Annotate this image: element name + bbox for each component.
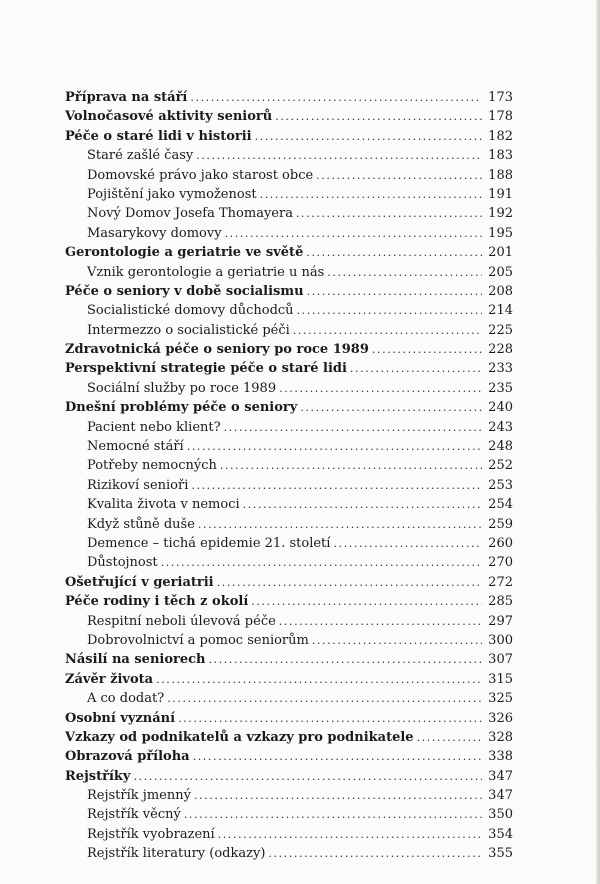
toc-entry-page: 307 [488, 652, 513, 668]
toc-entry-title: A co dodat? [87, 691, 165, 707]
toc-entry-title: Socialistické domovy důchodců [87, 303, 294, 319]
toc-entry [65, 825, 513, 844]
dot-leader [220, 456, 482, 475]
toc-entry-page: 260 [488, 535, 513, 551]
toc-entry [65, 398, 513, 417]
toc-entry-title: Důstojnost [87, 555, 158, 571]
dot-leader [209, 650, 483, 669]
toc-entry [65, 166, 513, 185]
toc-entry [65, 670, 513, 689]
toc-entry [65, 224, 513, 243]
toc-entry-page: 182 [488, 128, 513, 144]
toc-entry-title: Rejstřík vyobrazení [87, 826, 215, 842]
toc-entry-title: Staré zašlé časy [87, 148, 194, 164]
toc-entry-page: 315 [488, 671, 513, 687]
toc-entry [65, 592, 513, 611]
toc-entry-title: Potřeby nemocných [87, 458, 217, 474]
dot-leader [194, 786, 482, 805]
toc-entry-page: 285 [488, 594, 513, 610]
dot-leader [190, 88, 482, 107]
toc-entry-page: 297 [488, 613, 513, 629]
dot-leader [260, 185, 483, 204]
toc-entry-title: Když stůně duše [87, 516, 195, 532]
toc-entry [65, 204, 513, 223]
dot-leader [187, 437, 482, 456]
toc-entry [65, 573, 513, 592]
toc-entry-page: 183 [488, 148, 513, 164]
dot-leader [372, 340, 482, 359]
page-edge [596, 0, 600, 884]
toc-entry-title: Rejstřík literatury (odkazy) [87, 846, 266, 862]
dot-leader [350, 359, 482, 378]
toc-entry-title: Závěr života [65, 671, 154, 687]
toc-entry-page: 328 [488, 729, 513, 745]
dot-leader [307, 282, 483, 301]
dot-leader [251, 592, 482, 611]
toc-entry [65, 301, 513, 320]
toc-entry-title: Rejstřík věcný [87, 807, 181, 823]
toc-entry-title: Domovské právo jako starost obce [87, 167, 314, 183]
toc-entry [65, 515, 513, 534]
toc-entry-page: 354 [488, 826, 513, 842]
toc-entry-page: 208 [488, 283, 513, 299]
toc-entry-title: Zdravotnická péče o seniory po roce 1989 [65, 342, 369, 358]
toc-entry [65, 612, 513, 631]
dot-leader [243, 495, 483, 514]
toc-entry [65, 689, 513, 708]
toc-entry-title: Rizikoví senioři [87, 477, 189, 493]
dot-leader [161, 553, 483, 572]
toc-entry [65, 650, 513, 669]
toc-entry-page: 347 [488, 768, 513, 784]
toc-entry-page: 270 [488, 555, 513, 571]
toc-entry-title: Péče rodiny i těch z okolí [65, 594, 249, 610]
toc-entry-page: 272 [488, 574, 513, 590]
toc-entry-title: Gerontologie a geriatrie ve světě [65, 245, 304, 261]
toc-entry [65, 495, 513, 514]
toc-entry-page: 243 [488, 419, 513, 435]
dot-leader [275, 107, 482, 126]
toc-entry [65, 476, 513, 495]
toc-entry-page: 350 [488, 807, 513, 823]
toc-entry [65, 263, 513, 282]
toc-entry [65, 747, 513, 766]
dot-leader [312, 631, 482, 650]
toc-entry [65, 631, 513, 650]
toc-entry-title: Příprava na stáří [65, 90, 188, 105]
toc-entry-title: Vzkazy od podnikatelů a vzkazy pro podnikatele [65, 729, 414, 745]
toc-entry-page: 355 [488, 846, 513, 862]
toc-entry-title: Masarykovy domovy [87, 225, 222, 241]
dot-leader [156, 670, 482, 689]
toc-entry-title: Volnočasové aktivity seniorů [65, 109, 273, 125]
toc-entry-page: 233 [488, 361, 513, 377]
dot-leader [296, 204, 482, 223]
toc-entry-page: 192 [488, 206, 513, 222]
toc-entry-page: 240 [488, 400, 513, 416]
toc-entry-page: 338 [488, 749, 513, 765]
toc-entry [65, 185, 513, 204]
toc-entry [65, 282, 513, 301]
toc-entry-page: 173 [488, 90, 513, 105]
dot-leader [196, 146, 482, 165]
toc-entry [65, 805, 513, 824]
toc-entry-title: Pacient nebo klient? [87, 419, 221, 435]
toc-entry-page: 235 [488, 380, 513, 396]
dot-leader [268, 844, 482, 863]
toc-entry [65, 321, 513, 340]
toc-entry [65, 359, 513, 378]
dot-leader [327, 263, 482, 282]
dot-leader [191, 476, 482, 495]
toc-entry-title: Demence – tichá epidemie 21. století [87, 535, 331, 551]
toc-entry [65, 553, 513, 572]
dot-leader [293, 321, 482, 340]
toc-entry-title: Perspektivní strategie péče o staré lidi [65, 361, 347, 377]
dot-leader [333, 534, 482, 553]
toc-entry-title: Péče o staré lidi v historii [65, 128, 252, 144]
toc-entry [65, 534, 513, 553]
toc-entry-page: 205 [488, 264, 513, 280]
toc-entry-title: Dobrovolnictví a pomoc seniorům [87, 632, 309, 648]
toc-entry [65, 243, 513, 262]
dot-leader [279, 612, 482, 631]
toc-entry-page: 214 [488, 303, 513, 319]
toc-entry-page: 248 [488, 439, 513, 455]
dot-leader [279, 379, 482, 398]
toc-entry [65, 107, 513, 126]
toc-entry-page: 347 [488, 788, 513, 804]
dot-leader [225, 224, 483, 243]
dot-leader [224, 418, 483, 437]
dot-leader [193, 747, 483, 766]
toc-entry-title: Rejstříky [65, 768, 131, 784]
toc-entry [65, 146, 513, 165]
toc-entry [65, 88, 513, 107]
toc-entry-title: Nemocné stáří [87, 439, 184, 455]
toc-entry-title: Vznik gerontologie a geriatrie u nás [87, 264, 325, 280]
toc-entry-title: Kvalita života v nemoci [87, 497, 240, 513]
toc-entry-title: Ošetřující v geriatrii [65, 574, 214, 590]
toc-entry-title: Rejstřík jmenný [87, 788, 191, 804]
toc-entry [65, 127, 513, 146]
toc-entry-page: 325 [488, 691, 513, 707]
toc-entry-page: 300 [488, 632, 513, 648]
toc-entry-page: 254 [488, 497, 513, 513]
dot-leader [217, 573, 483, 592]
toc-entry-page: 225 [488, 322, 513, 338]
dot-leader [306, 243, 482, 262]
toc-entry [65, 340, 513, 359]
dot-leader [184, 805, 482, 824]
dot-leader [316, 166, 482, 185]
toc-entry-page: 191 [488, 186, 513, 202]
toc-entry [65, 379, 513, 398]
toc-entry-title: Obrazová příloha [65, 749, 190, 765]
dot-leader [133, 767, 482, 786]
toc-entry-title: Respitní neboli úlevová péče [87, 613, 276, 629]
toc-entry [65, 767, 513, 786]
toc-entry-title: Násilí na seniorech [65, 652, 206, 668]
toc-entry-page: 195 [488, 225, 513, 241]
toc-entry [65, 844, 513, 863]
toc-entry-title: Dnešní problémy péče o seniory [65, 400, 298, 416]
toc-entry [65, 437, 513, 456]
toc-entry-title: Pojištění jako vymoženost [87, 186, 257, 202]
dot-leader [255, 127, 483, 146]
toc-entry-page: 326 [488, 710, 513, 726]
table-of-contents [65, 88, 513, 864]
toc-entry-page: 178 [488, 109, 513, 125]
toc-entry-page: 252 [488, 458, 513, 474]
toc-entry-title: Péče o seniory v době socialismu [65, 283, 304, 299]
toc-entry [65, 456, 513, 475]
toc-entry-page: 259 [488, 516, 513, 532]
toc-entry-title: Intermezzo o socialistické péči [87, 322, 290, 338]
dot-leader [178, 709, 482, 728]
toc-entry-page: 201 [488, 245, 513, 261]
dot-leader [167, 689, 482, 708]
toc-entry [65, 418, 513, 437]
toc-entry-page: 188 [488, 167, 513, 183]
toc-entry [65, 728, 513, 747]
toc-entry-page: 228 [488, 342, 513, 358]
dot-leader [297, 301, 483, 320]
toc-entry-title: Osobní vyznání [65, 710, 176, 726]
toc-entry-title: Sociální služby po roce 1989 [87, 380, 277, 396]
dot-leader [300, 398, 482, 417]
dot-leader [417, 728, 483, 747]
dot-leader [198, 515, 482, 534]
toc-entry-page: 253 [488, 477, 513, 493]
dot-leader [218, 825, 483, 844]
toc-entry [65, 709, 513, 728]
toc-entry-title: Nový Domov Josefa Thomayera [87, 206, 293, 222]
toc-entry [65, 786, 513, 805]
